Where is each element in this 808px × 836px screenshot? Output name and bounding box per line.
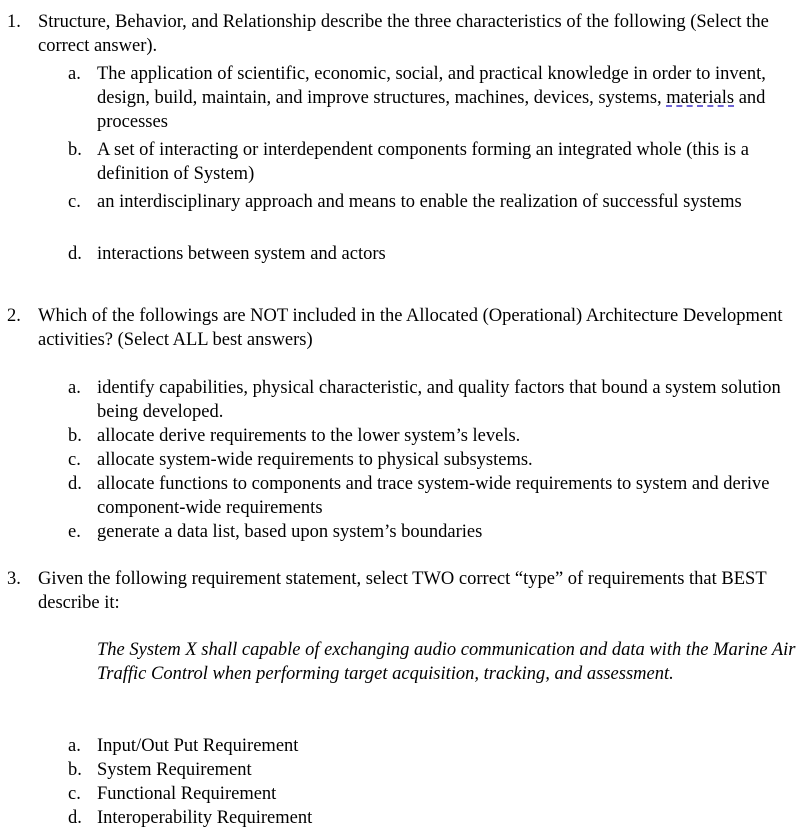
option-text [97,62,805,134]
option-text: Functional Requirement [97,784,277,804]
option-letter: b. [68,140,82,160]
question-number: 1. [7,12,21,32]
option-letter: d. [68,474,82,494]
option-letter: a. [68,64,81,84]
spellcheck-flagged-word: materials [666,88,735,108]
option-text-part: and processes [97,88,766,132]
option-text: interactions between system and actors [97,244,386,264]
option-text: Interoperability Requirement [97,808,313,828]
option-letter: b. [68,760,82,780]
option-letter: d. [68,808,82,828]
option-text: allocate functions to components and trace system-wide requirements to system and derive component-wide requirements [97,474,770,518]
option-text: identify capabilities, physical characteristic, and quality factors that bound a system solution being developed. [97,378,781,422]
question-text: Structure, Behavior, and Relationship describe the three characteristics of the following (Select the correct answer). [38,12,769,56]
option-text-part: The application of scientific, economic, social, and practical knowledge in order to invent, design, build, maintain, and improve structures, machines, devices, systems, [97,64,766,108]
requirement-statement: The System X shall capable of exchanging audio communication and data with the Marine Air Traffic Control when performing target acquisition, tracking, and assessment. [97,640,796,684]
question-number: 2. [7,306,21,326]
option-text: A set of interacting or interdependent components forming an integrated whole (this is a definition of System) [97,140,749,184]
option-letter: c. [68,192,81,212]
option-text: System Requirement [97,760,252,780]
option-text: allocate derive requirements to the lower system’s levels. [97,426,521,446]
question-text: Given the following requirement statement, select TWO correct “type” of requirements that BEST describe it: [38,569,767,613]
option-letter: d. [68,244,82,264]
option-text: an interdisciplinary approach and means to enable the realization of successful systems [97,192,742,212]
option-letter: a. [68,736,81,756]
option-letter: c. [68,784,81,804]
option-letter: a. [68,378,81,398]
question-text: Which of the followings are NOT included in the Allocated (Operational) Architecture Development activities? (Select ALL best answers) [38,306,783,350]
option-letter: e. [68,522,81,542]
option-text: allocate system-wide requirements to physical subsystems. [97,450,533,470]
option-text: Input/Out Put Requirement [97,736,299,756]
option-letter: b. [68,426,82,446]
question-number: 3. [7,569,21,589]
option-letter: c. [68,450,81,470]
option-text: generate a data list, based upon system’s boundaries [97,522,483,542]
